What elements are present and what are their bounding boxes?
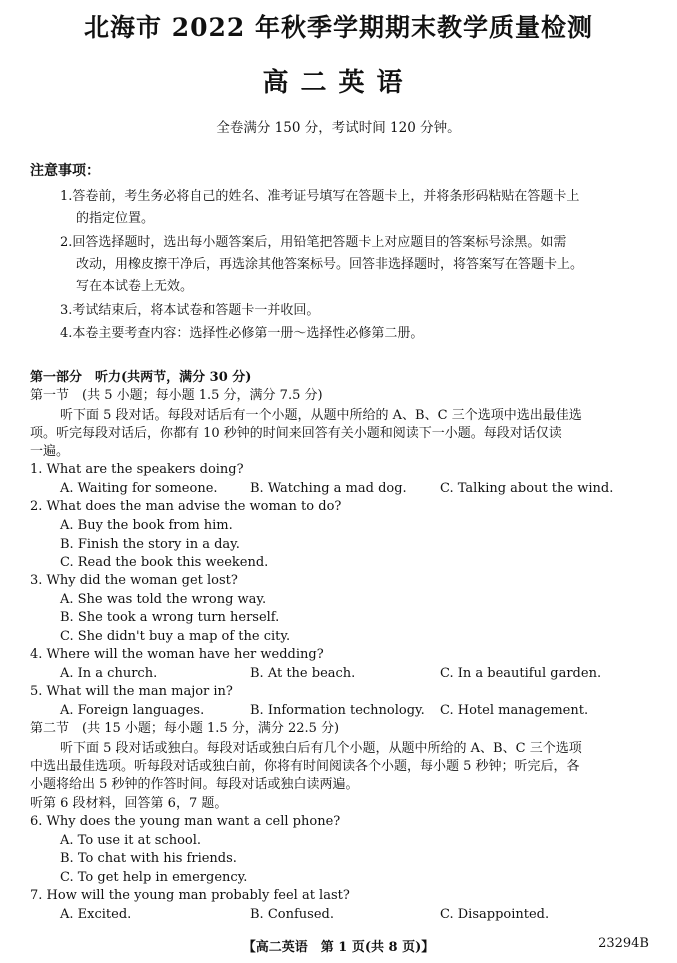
option-a: A. She was told the wrong way. bbox=[60, 592, 267, 607]
question-text: 1. What are the speakers doing? bbox=[30, 462, 244, 477]
option-b: B. Finish the story in a day. bbox=[60, 537, 240, 552]
option-b: B. Information technology. bbox=[250, 703, 425, 718]
note-line: 1.答卷前，考生务必将自己的姓名、准考证号填写在答题卡上，并将条形码粘贴在答题卡上 bbox=[60, 189, 580, 204]
option-a: A. Foreign languages. bbox=[60, 703, 205, 718]
question-text: 4. Where will the woman have her wedding? bbox=[30, 647, 324, 662]
question-text: 7. How will the young man probably feel at last? bbox=[30, 888, 350, 903]
note-line: 2.回答选择题时，选出每小题答案后，用铅笔把答题卡上对应题目的答案标号涂黑。如需 bbox=[60, 235, 567, 250]
question-text: 3. Why did the woman get lost? bbox=[30, 573, 238, 588]
exam-info: 全卷满分 150 分，考试时间 120 分钟。 bbox=[216, 120, 461, 136]
section1-instruction: 一遍。 bbox=[30, 444, 70, 459]
option-b: B. Confused. bbox=[250, 907, 334, 922]
exam-title: 北海市 2022 年秋季学期期末教学质量检测 bbox=[84, 13, 593, 42]
section1-instruction: 听下面 5 段对话。每段对话后有一个小题，从题中所给的 A、B、C 三个选项中选出最佳选 bbox=[60, 408, 582, 423]
option-c: C. In a beautiful garden. bbox=[440, 666, 602, 681]
notes-heading: 注意事项： bbox=[30, 163, 100, 179]
question-text: 2. What does the man advise the woman to do? bbox=[30, 499, 342, 514]
option-c: C. Disappointed. bbox=[440, 907, 550, 922]
note-line: 的指定位置。 bbox=[76, 211, 155, 226]
note-line: 4.本卷主要考查内容：选择性必修第一册～选择性必修第二册。 bbox=[60, 326, 424, 341]
option-c: C. Hotel management. bbox=[440, 703, 589, 718]
section2-instruction: 听下面 5 段对话或独白。每段对话或独白后有几个小题，从题中所给的 A、B、C 三个选项 bbox=[60, 741, 582, 756]
option-a: A. Excited. bbox=[60, 907, 132, 922]
section1-heading: 第一节 (共 5 小题；每小题 1.5 分，满分 7.5 分) bbox=[30, 388, 323, 403]
material-note: 听第 6 段材料，回答第 6，7 题。 bbox=[30, 796, 228, 811]
option-c: C. To get help in emergency. bbox=[60, 870, 248, 885]
section2-heading: 第二节 (共 15 小题；每小题 1.5 分，满分 22.5 分) bbox=[30, 721, 340, 736]
option-b: B. At the beach. bbox=[250, 666, 356, 681]
option-c: C. Read the book this weekend. bbox=[60, 555, 269, 570]
option-a: A. To use it at school. bbox=[60, 833, 202, 848]
question-text: 5. What will the man major in? bbox=[30, 684, 233, 699]
subject-title: 高二英语 bbox=[262, 68, 415, 98]
option-c: C. She didn't buy a map of the city. bbox=[60, 629, 291, 644]
question-text: 6. Why does the young man want a cell phone? bbox=[30, 814, 341, 829]
option-a: A. In a church. bbox=[60, 666, 158, 681]
section1-instruction: 项。听完每段对话后，你都有 10 秒钟的时间来回答有关小题和阅读下一小题。每段对话仅读 bbox=[30, 426, 562, 441]
option-b: B. To chat with his friends. bbox=[60, 851, 237, 866]
option-b: B. She took a wrong turn herself. bbox=[60, 610, 280, 625]
note-line: 写在本试卷上无效。 bbox=[76, 279, 194, 294]
option-c: C. Talking about the wind. bbox=[440, 481, 614, 496]
note-line: 3.考试结束后，将本试卷和答题卡一并收回。 bbox=[60, 303, 320, 318]
note-line: 改动，用橡皮擦干净后，再选涂其他答案标号。回答非选择题时，将答案写在答题卡上。 bbox=[76, 257, 584, 272]
option-a: A. Waiting for someone. bbox=[60, 481, 218, 496]
page-footer: 【高二英语 第 1 页(共 8 页)】 bbox=[242, 940, 435, 955]
paper-code: 23294B bbox=[598, 936, 649, 951]
section2-instruction: 中选出最佳选项。听每段对话或独白前，你将有时间阅读各个小题，每小题 5 秒钟；听完后，各 bbox=[30, 759, 580, 774]
option-a: A. Buy the book from him. bbox=[60, 518, 233, 533]
section2-instruction: 小题将给出 5 秒钟的作答时间。每段对话或独白读两遍。 bbox=[30, 777, 359, 792]
part1-heading: 第一部分 听力(共两节，满分 30 分) bbox=[30, 370, 252, 385]
option-b: B. Watching a mad dog. bbox=[250, 481, 407, 496]
